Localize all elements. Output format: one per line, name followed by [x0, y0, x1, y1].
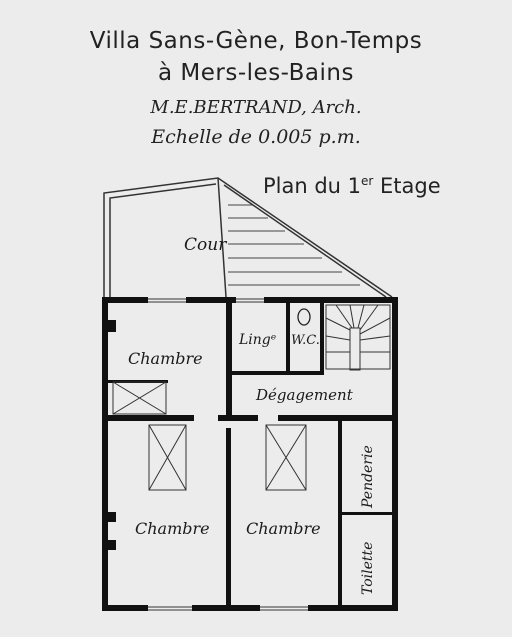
room-label-chambre-top: Chambre [128, 349, 203, 368]
chimney-notches [108, 320, 116, 550]
room-label-chambre-right: Chambre [246, 519, 321, 538]
scale-note: Echelle de 0.005 p.m. [151, 126, 361, 148]
room-label-chambre-left: Chambre [135, 519, 210, 538]
plan-title-main: Plan du 1 [263, 174, 362, 198]
toilet-fixture [298, 309, 310, 325]
courtyard-steps [228, 205, 360, 285]
courtyard-outline [104, 178, 392, 297]
title-line-1: Villa Sans-Gène, Bon-Temps [89, 28, 423, 54]
room-label-cour: Cour [184, 235, 227, 255]
room-label-lingerie: Lingᵉ [239, 332, 277, 348]
room-label-degagement: Dégagement [256, 386, 353, 404]
plan-title-sup: er [361, 174, 374, 188]
room-label-wc: W.C. [291, 333, 320, 348]
room-label-toilette: Toilette [360, 541, 376, 595]
plan-title-suffix: Etage [373, 174, 441, 198]
title-line-2: à Mers-les-Bains [158, 60, 354, 86]
staircase [326, 305, 390, 370]
architect-credit: M.E.BERTRAND, Arch. [150, 97, 362, 118]
room-label-penderie: Penderie [360, 445, 376, 508]
